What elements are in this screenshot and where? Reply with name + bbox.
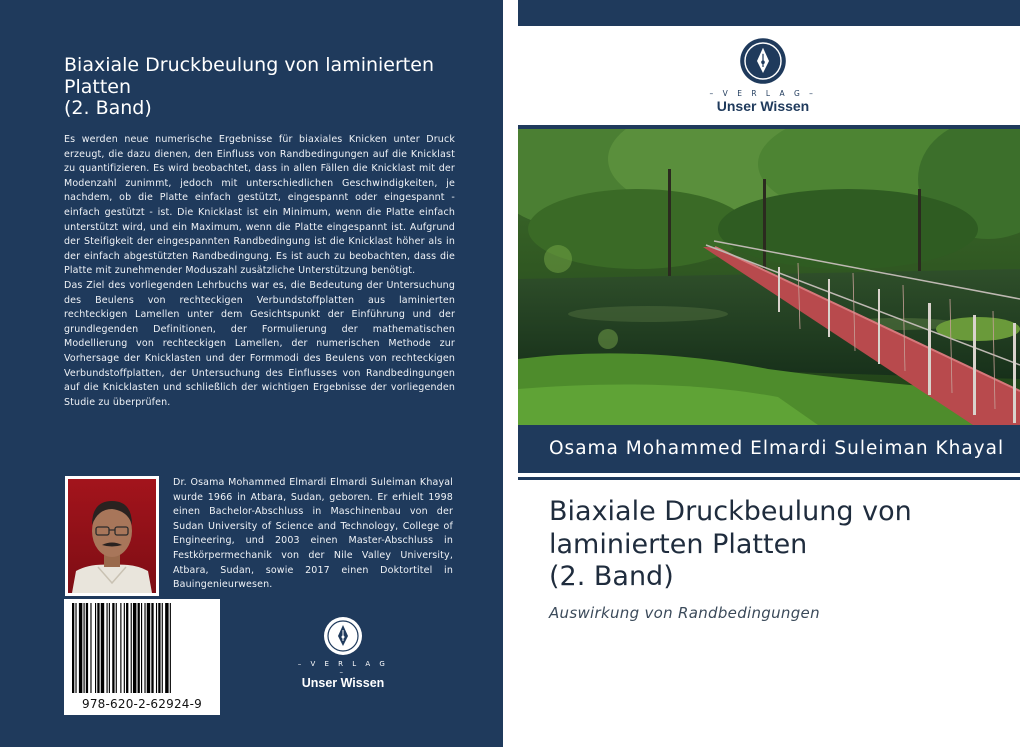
- blurb-paragraph-1: Es werden neue numerische Ergebnisse für biaxiales Knicken unter Druck erzeugt, die dazu dienen, den Einfluss von Randbedingungen auf die Knicklast zu quantifizieren. Es wird beobachtet, dass in allen Fällen die Knicklast mit der Modenzahl zunimmt, jedoch mit unterschiedlichen Geschwindigkeiten, je nachdem, ob die Platte einfach gestützt, eingespannt oder eingespannt - einfach gestützt - ist. Die Knicklast ist ein Minimum, wenn die Platte einfach unterstützt wird, und ein Maximum, wenn die Platte eingespannt ist. Aufgrund der Steifigkeit der eingespannten Randbedingung ist die Knicklast höher als in der einfach abgestützten Randbedingung. Es ist auch zu beobachten, dass die Platte mit zunehmender Moduszahl zusätzliche Unterstützung benötigt.: [64, 134, 455, 277]
- barcode-bar: [147, 603, 150, 693]
- barcode-bar: [138, 603, 140, 693]
- barcode-bar: [170, 603, 171, 693]
- logo-publisher-name: Unser Wissen: [301, 676, 385, 690]
- front-top-bar: [518, 0, 1020, 26]
- suspension-bridge-photo: [518, 129, 1020, 425]
- band-bottom-rule: [518, 477, 1020, 480]
- front-publisher-logo: [708, 37, 818, 114]
- barcode-bar: [75, 603, 76, 693]
- back-title-line-1: Biaxiale Druckbeulung von laminierten: [64, 54, 434, 76]
- front-cover: [518, 0, 1020, 747]
- front-author-name: Osama Mohammed Elmardi Suleiman Khayal: [518, 425, 1020, 473]
- barcode-bar: [141, 603, 142, 693]
- barcode-bar: [79, 603, 82, 693]
- barcode-bars: [70, 603, 214, 695]
- barcode-bar: [90, 603, 91, 693]
- author-bio: Dr. Osama Mohammed Elmardi Elmardi Suleiman Khayal wurde 1966 in Atbara, Sudan, geboren. Er erhielt 1998 einen Bachelor-Abschluss in Maschinenbau von der Sudan University of Science and Technology, College of Engineering, und 2003 einen Master-Abschluss in Festkörpermechanik von der Nile Valley University, Atbara, Sudan, sowie 2017 einen Doktortitel in Bauingenieurwesen.: [173, 477, 453, 591]
- barcode-bar: [158, 603, 160, 693]
- barcode-bar: [120, 603, 121, 693]
- barcode-bar: [165, 603, 168, 693]
- logo-verlag-text: – V E R L A G –: [709, 89, 817, 98]
- barcode-bar: [124, 603, 125, 693]
- barcode-bar: [109, 603, 110, 693]
- barcode-bar: [151, 603, 153, 693]
- barcode-bar: [84, 603, 85, 693]
- front-cover-title: [549, 496, 1009, 594]
- back-cover-blurb: [64, 133, 455, 410]
- blurb-paragraph-2: Das Ziel des vorliegenden Lehrbuchs war es, die Bedeutung der Untersuchung des Beulens von rechteckigen Verbundstoffplatten aus laminierten rechteckigen Lamellen unter dem Gesichtspunkt der Einführung und der grundlegenden Definitionen, der Formulierung der mathematischen Modellierung von rechteckigen Lamellen, der numerischen Methode zur Vorhersage der Knicklasten und der Formmodi des Beulens von rechteckigen Verbundstoffplatten, der Untersuchung des Einflusses von Randbedingungen auf die Knicklasten und schließlich der wichtigen Ergebnisse der vorliegenden Studie zu überprüfen.: [64, 279, 455, 408]
- back-cover-title: [64, 55, 464, 120]
- isbn-number: 978-620-2-62924-9: [82, 697, 202, 711]
- spine-gap: [503, 0, 518, 747]
- front-title-line-1: Biaxiale Druckbeulung von: [549, 496, 912, 527]
- pen-nib-seal-icon: [739, 37, 787, 85]
- logo-verlag-text: – V E R L A G –: [297, 660, 389, 676]
- barcode-bar: [133, 603, 136, 693]
- front-title-line-2: laminierten Platten: [549, 528, 808, 560]
- barcode-bar: [116, 603, 117, 693]
- author-portrait-icon: [65, 476, 159, 596]
- back-cover: [0, 0, 503, 747]
- barcode-bar: [112, 603, 114, 693]
- barcode-bar: [101, 603, 104, 693]
- barcode-bar: [107, 603, 108, 693]
- pen-nib-seal-icon: [323, 616, 363, 656]
- barcode-bar: [131, 603, 132, 693]
- barcode-bar: [95, 603, 96, 693]
- barcode-bar: [72, 603, 74, 693]
- back-title-line-2: Platten: [64, 75, 132, 98]
- back-title-line-3: (2. Band): [64, 97, 152, 119]
- barcode-bar: [162, 603, 163, 693]
- barcode-bar: [126, 603, 128, 693]
- front-title-line-3: (2. Band): [549, 561, 674, 592]
- front-cover-subtitle: Auswirkung von Randbedingungen: [549, 604, 820, 622]
- back-publisher-logo: [293, 616, 393, 690]
- barcode-bar: [97, 603, 99, 693]
- barcode-bar: [86, 603, 88, 693]
- barcode-icon: [64, 599, 220, 715]
- logo-publisher-name: Unser Wissen: [716, 98, 810, 114]
- barcode-bar: [144, 603, 145, 693]
- barcode-bar: [156, 603, 157, 693]
